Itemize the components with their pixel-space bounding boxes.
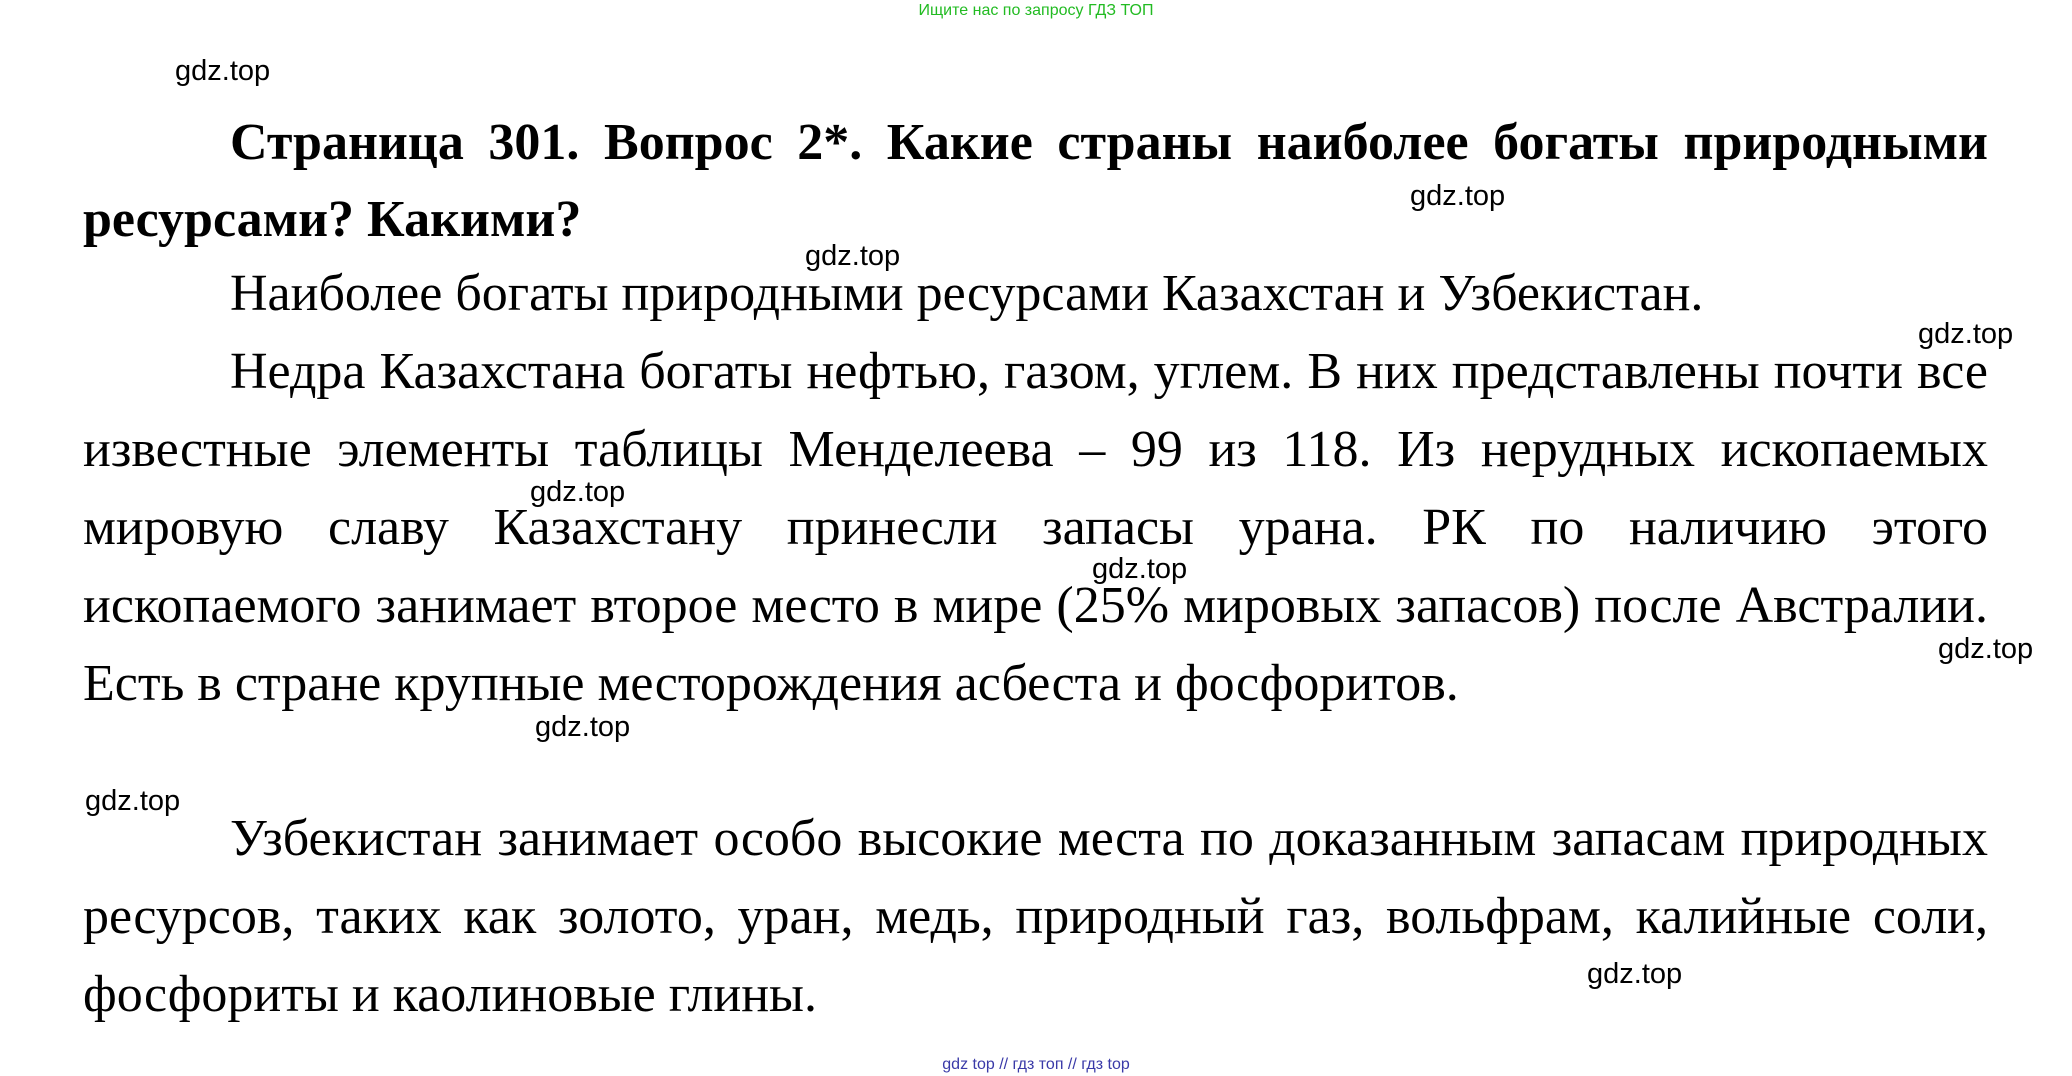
watermark: gdz.top	[85, 785, 181, 817]
watermark: gdz.top	[1092, 553, 1188, 585]
watermark: gdz.top	[175, 55, 271, 87]
watermark: gdz.top	[530, 476, 626, 508]
footer-links: gdz top // гдз топ // гдз top	[942, 1056, 1130, 1073]
answer-paragraph-3: Узбекистан занимает особо высокие места по доказанным запасам природных ресурсов, таких как золото, уран, медь, природный газ, вольфрам, калийные соли, фосфориты и каолиновые глины.	[83, 810, 1988, 1023]
answer-paragraph-2: Недра Казахстана богаты нефтью, газом, углем. В них представлены почти все известные элементы таблицы Менделеева – 99 из 118. Из нерудных ископаемых мировую славу Казахстану принесли запасы урана. РК по наличию этого ископаемого занимает второе место в мире (25% мировых запасов) после Австралии. Есть в стране крупные месторождения асбеста и фосфоритов.	[83, 343, 1988, 712]
watermark: gdz.top	[1410, 180, 1506, 212]
watermark: gdz.top	[805, 240, 901, 272]
top-banner: Ищите нас по запросу ГДЗ ТОП	[918, 2, 1154, 19]
watermark: gdz.top	[1938, 633, 2034, 665]
watermark: gdz.top	[1918, 318, 2014, 350]
question-title: Страница 301. Вопрос 2*. Какие страны наиболее богаты природными ресурсами? Какими?	[83, 114, 1988, 248]
watermark: gdz.top	[1587, 958, 1683, 990]
answer-paragraph-1: Наиболее богаты природными ресурсами Казахстан и Узбекистан.	[230, 265, 1704, 322]
watermark: gdz.top	[535, 711, 631, 743]
